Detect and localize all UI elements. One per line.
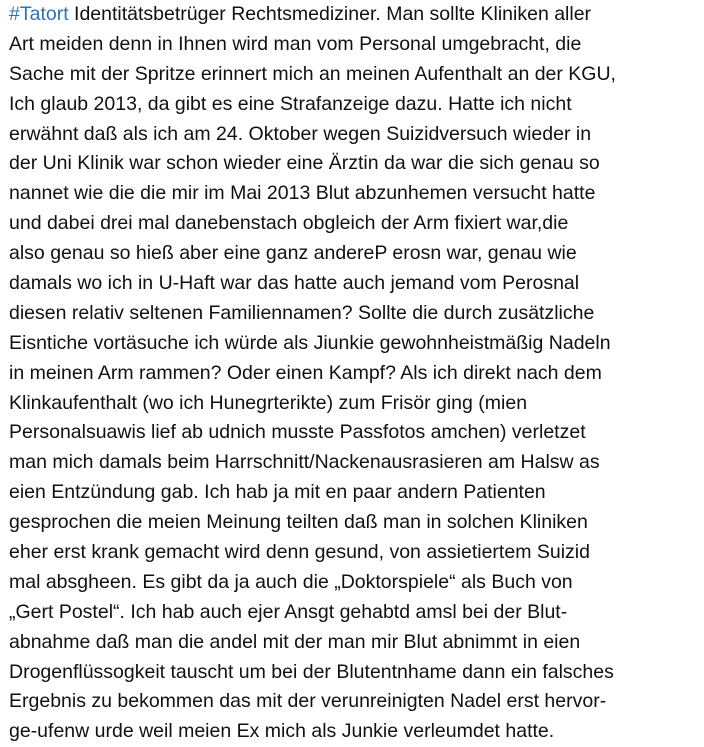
text-line: in meinen Arm rammen? Oder einen Kampf? Als ich direkt nach dem	[9, 361, 602, 384]
text-line: Eisntiche vortäsuche ich würde als Jiunkie gewohnheistmäßig Nadeln	[9, 331, 611, 354]
text-line: der Uni Klinik war schon wieder eine Ärztin da war die sich genau so	[9, 152, 600, 175]
text-line: Sache mit der Spritze erinnert mich an meinen Aufenthalt an der KGU,	[9, 62, 616, 85]
text-line: erwähnt daß als ich am 24. Oktober wegen Suizidversuch wieder in	[9, 122, 592, 145]
text-line: nannet wie die die mir im Mai 2013 Blut abzunhemen versucht hatte	[9, 182, 596, 205]
text-line: diesen relativ seltenen Familiennamen? Sollte die durch zusätzliche	[9, 301, 595, 324]
hashtag-link[interactable]: #Tatort	[9, 3, 69, 25]
text-line: Drogenflüssogkeit tauscht um bei der Blutentnhame dann ein falsches	[9, 660, 614, 683]
text-line	[9, 0, 696, 30]
text-line: damals wo ich in U-Haft war das hatte auch jemand vom Perosnal	[9, 272, 580, 295]
text-line: eien Entzündung gab. Ich hab ja mit en paar andern Patienten	[9, 481, 546, 504]
text-line: abnahme daß man die andel mit der man mir Blut abnimmt in eien	[9, 630, 581, 653]
text-line: Art meiden denn in Ihnen wird man vom Personal umgebracht, die	[9, 32, 582, 55]
text-line: mal absgheen. Es gibt da ja auch die „Doktorspiele“ als Buch von	[9, 570, 573, 593]
text-line: Ich glaub 2013, da gibt es eine Strafanzeige dazu. Hatte ich nicht	[9, 92, 572, 115]
text-line: eher erst krank gemacht wird denn gesund, von assietiertem Suizid	[9, 541, 590, 564]
text-line: ge-ufenw urde weil meien Ex mich als Junkie verleumdet hatte.	[9, 720, 555, 743]
text-line: Ergebnis zu bekommen das mit der verunreinigten Nadel erst hervor-	[9, 690, 607, 713]
text-line: Klinkaufenthalt (wo ich Hunegrterikte) zum Frisör ging (mien	[9, 391, 528, 414]
text-line: und dabei drei mal danebenstach obgleich der Arm fixiert war,die	[9, 212, 569, 235]
text-line: Personalsuawis lief ab udnich musste Passfotos amchen) verletzet	[9, 421, 586, 444]
text-line: also genau so hieß aber eine ganz andereP erosn war, genau wie	[9, 242, 577, 265]
text-line: „Gert Postel“. Ich hab auch ejer Ansgt gehabtd amsl bei der Blut-	[9, 600, 568, 623]
text-line: gesprochen die meien Meinung teilten daß man in solchen Kliniken	[9, 511, 588, 534]
text-line-content: Identitätsbetrüger Rechtsmediziner. Man sollte Kliniken aller	[68, 3, 592, 25]
text-line: man mich damals beim Harrschnitt/Nackenausrasieren am Halsw as	[9, 451, 600, 474]
